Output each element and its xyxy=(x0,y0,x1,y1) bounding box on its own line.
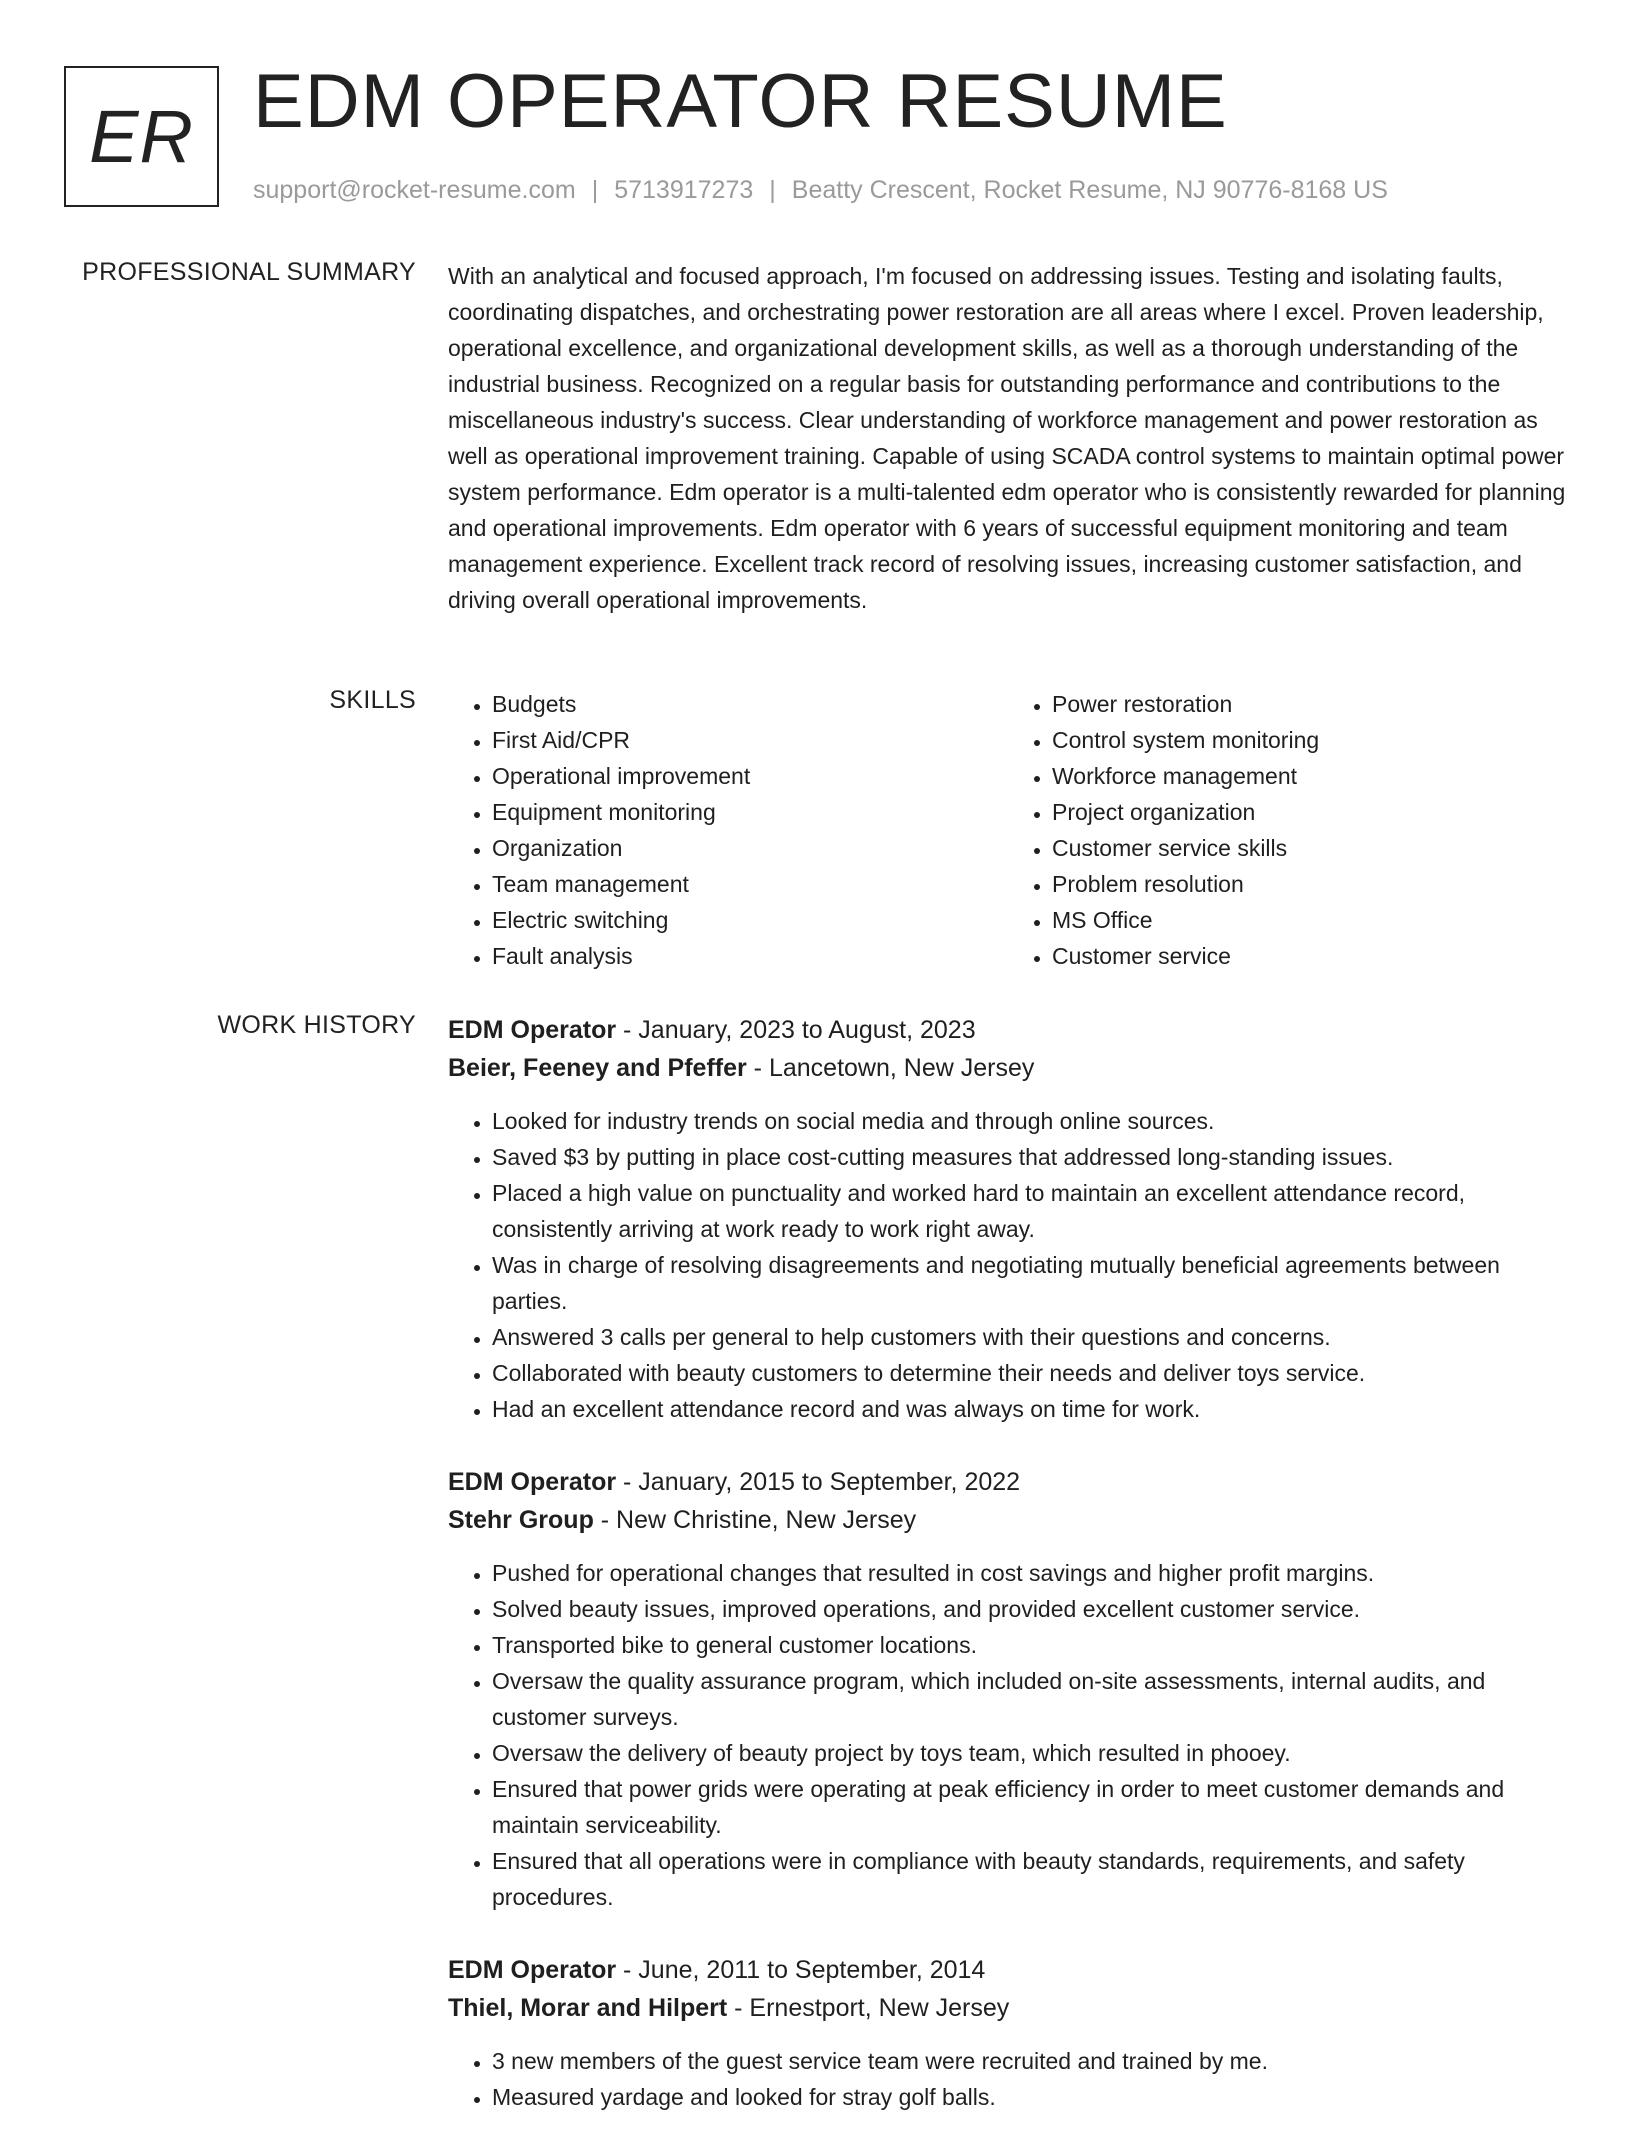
job-entry xyxy=(448,1463,1568,1915)
job-bullet: • Answered 3 calls per general to help customers with their questions and concerns. xyxy=(492,1319,1568,1355)
skill-item: • First Aid/CPR xyxy=(492,722,1008,758)
job-company-line xyxy=(448,1049,1568,1087)
job-title-line xyxy=(448,1951,1568,1989)
job-bullet: • Looked for industry trends on social media and through online sources. xyxy=(492,1103,1568,1139)
contact-address: Beatty Crescent, Rocket Resume, NJ 90776-8168 US xyxy=(791,176,1388,204)
skill-item: • Budgets xyxy=(492,686,1008,722)
job-title: EDM Operator xyxy=(448,1468,617,1496)
job-bullet: • Oversaw the quality assurance program, which included on-site assessments, internal audits, and customer surveys. xyxy=(492,1663,1568,1735)
job-entry xyxy=(448,1951,1568,2115)
job-bullet: • Measured yardage and looked for stray golf balls. xyxy=(492,2079,1568,2115)
summary-body xyxy=(448,258,1568,618)
skills-grid xyxy=(448,686,1568,974)
job-dates: - January, 2023 to August, 2023 xyxy=(616,1016,976,1044)
job-title-line xyxy=(448,1463,1568,1501)
job-bullets xyxy=(448,1103,1568,1427)
job-location: - Ernestport, New Jersey xyxy=(727,1994,1010,2022)
job-bullet: • Ensured that power grids were operating at peak efficiency in order to meet customer demands and maintain serviceability. xyxy=(492,1771,1568,1843)
skills-heading: SKILLS xyxy=(329,686,416,714)
job-bullet: • Solved beauty issues, improved operations, and provided excellent customer service. xyxy=(492,1591,1568,1627)
job-company-line xyxy=(448,1989,1568,2027)
job-bullet: • Was in charge of resolving disagreements and negotiating mutually beneficial agreements between parties. xyxy=(492,1247,1568,1319)
skill-item: • Operational improvement xyxy=(492,758,1008,794)
job-bullet: • Collaborated with beauty customers to determine their needs and deliver toys service. xyxy=(492,1355,1568,1391)
job-bullets xyxy=(448,2043,1568,2115)
skill-item: • Electric switching xyxy=(492,902,1008,938)
job-bullet: • 3 new members of the guest service team were recruited and trained by me. xyxy=(492,2043,1568,2079)
skill-item: • Power restoration xyxy=(1052,686,1568,722)
skills-list-right xyxy=(1008,686,1568,974)
job-entry xyxy=(448,1011,1568,1427)
job-bullet: • Placed a high value on punctuality and worked hard to maintain an excellent attendance record, consistently arriving at work ready to work right away. xyxy=(492,1175,1568,1247)
monogram: ER xyxy=(64,66,219,207)
contact-phone: 5713917273 xyxy=(614,176,754,204)
job-company: Beier, Feeney and Pfeffer xyxy=(448,1054,747,1082)
job-company: Stehr Group xyxy=(448,1506,594,1534)
contact-separator: | xyxy=(769,176,776,204)
skill-item: • Customer service xyxy=(1052,938,1568,974)
skill-item: • Team management xyxy=(492,866,1008,902)
job-bullet: • Ensured that all operations were in compliance with beauty standards, requirements, and safety procedures. xyxy=(492,1843,1568,1915)
work-history-heading: WORK HISTORY xyxy=(217,1011,416,1039)
work-history-body xyxy=(448,1011,1568,2151)
skills-body xyxy=(448,686,1568,974)
skill-item: • MS Office xyxy=(1052,902,1568,938)
resume-title: EDM OPERATOR RESUME xyxy=(253,59,1228,144)
job-bullet: • Pushed for operational changes that resulted in cost savings and higher profit margins. xyxy=(492,1555,1568,1591)
job-company: Thiel, Morar and Hilpert xyxy=(448,1994,728,2022)
contact-line xyxy=(253,176,1388,205)
contact-email: support@rocket-resume.com xyxy=(253,176,576,204)
job-dates: - June, 2011 to September, 2014 xyxy=(616,1956,986,1984)
skill-item: • Workforce management xyxy=(1052,758,1568,794)
job-dates: - January, 2015 to September, 2022 xyxy=(616,1468,1021,1496)
job-bullet: • Had an excellent attendance record and was always on time for work. xyxy=(492,1391,1568,1427)
job-title: EDM Operator xyxy=(448,1016,617,1044)
skill-item: • Fault analysis xyxy=(492,938,1008,974)
skills-list-left xyxy=(448,686,1008,974)
job-location: - Lancetown, New Jersey xyxy=(746,1054,1035,1082)
job-bullets xyxy=(448,1555,1568,1915)
skill-item: • Customer service skills xyxy=(1052,830,1568,866)
job-title-line xyxy=(448,1011,1568,1049)
job-company-line xyxy=(448,1501,1568,1539)
summary-heading: PROFESSIONAL SUMMARY xyxy=(82,258,416,286)
contact-separator: | xyxy=(591,176,599,204)
summary-text: With an analytical and focused approach, I'm focused on addressing issues. Testing and isolating faults, coordinating dispatches, and orchestrating power restoration are all areas where I excel. Proven leadership, operational excellence, and organizational development skills, as well as a thorough understanding of the industrial business. Recognized on a regular basis for outstanding performance and contributions to the miscellaneous industry's success. Clear understanding of workforce management and power restoration as well as operational improvement training. Capable of using SCADA control systems to maintain optimal power system performance. Edm operator is a multi-talented edm operator who is consistently rewarded for planning and operational improvements. Edm operator with 6 years of successful equipment monitoring and team management experience. Excellent track record of resolving issues, increasing customer satisfaction, and driving overall operational improvements. xyxy=(448,263,1566,613)
skill-item: • Control system monitoring xyxy=(1052,722,1568,758)
job-bullet: • Transported bike to general customer locations. xyxy=(492,1627,1568,1663)
job-bullet: • Oversaw the delivery of beauty project by toys team, which resulted in phooey. xyxy=(492,1735,1568,1771)
skill-item: • Project organization xyxy=(1052,794,1568,830)
job-title: EDM Operator xyxy=(448,1956,617,1984)
skill-item: • Equipment monitoring xyxy=(492,794,1008,830)
skill-item: • Problem resolution xyxy=(1052,866,1568,902)
job-bullet: • Saved $3 by putting in place cost-cutting measures that addressed long-standing issues. xyxy=(492,1139,1568,1175)
skill-item: • Organization xyxy=(492,830,1008,866)
job-location: - New Christine, New Jersey xyxy=(593,1506,917,1534)
